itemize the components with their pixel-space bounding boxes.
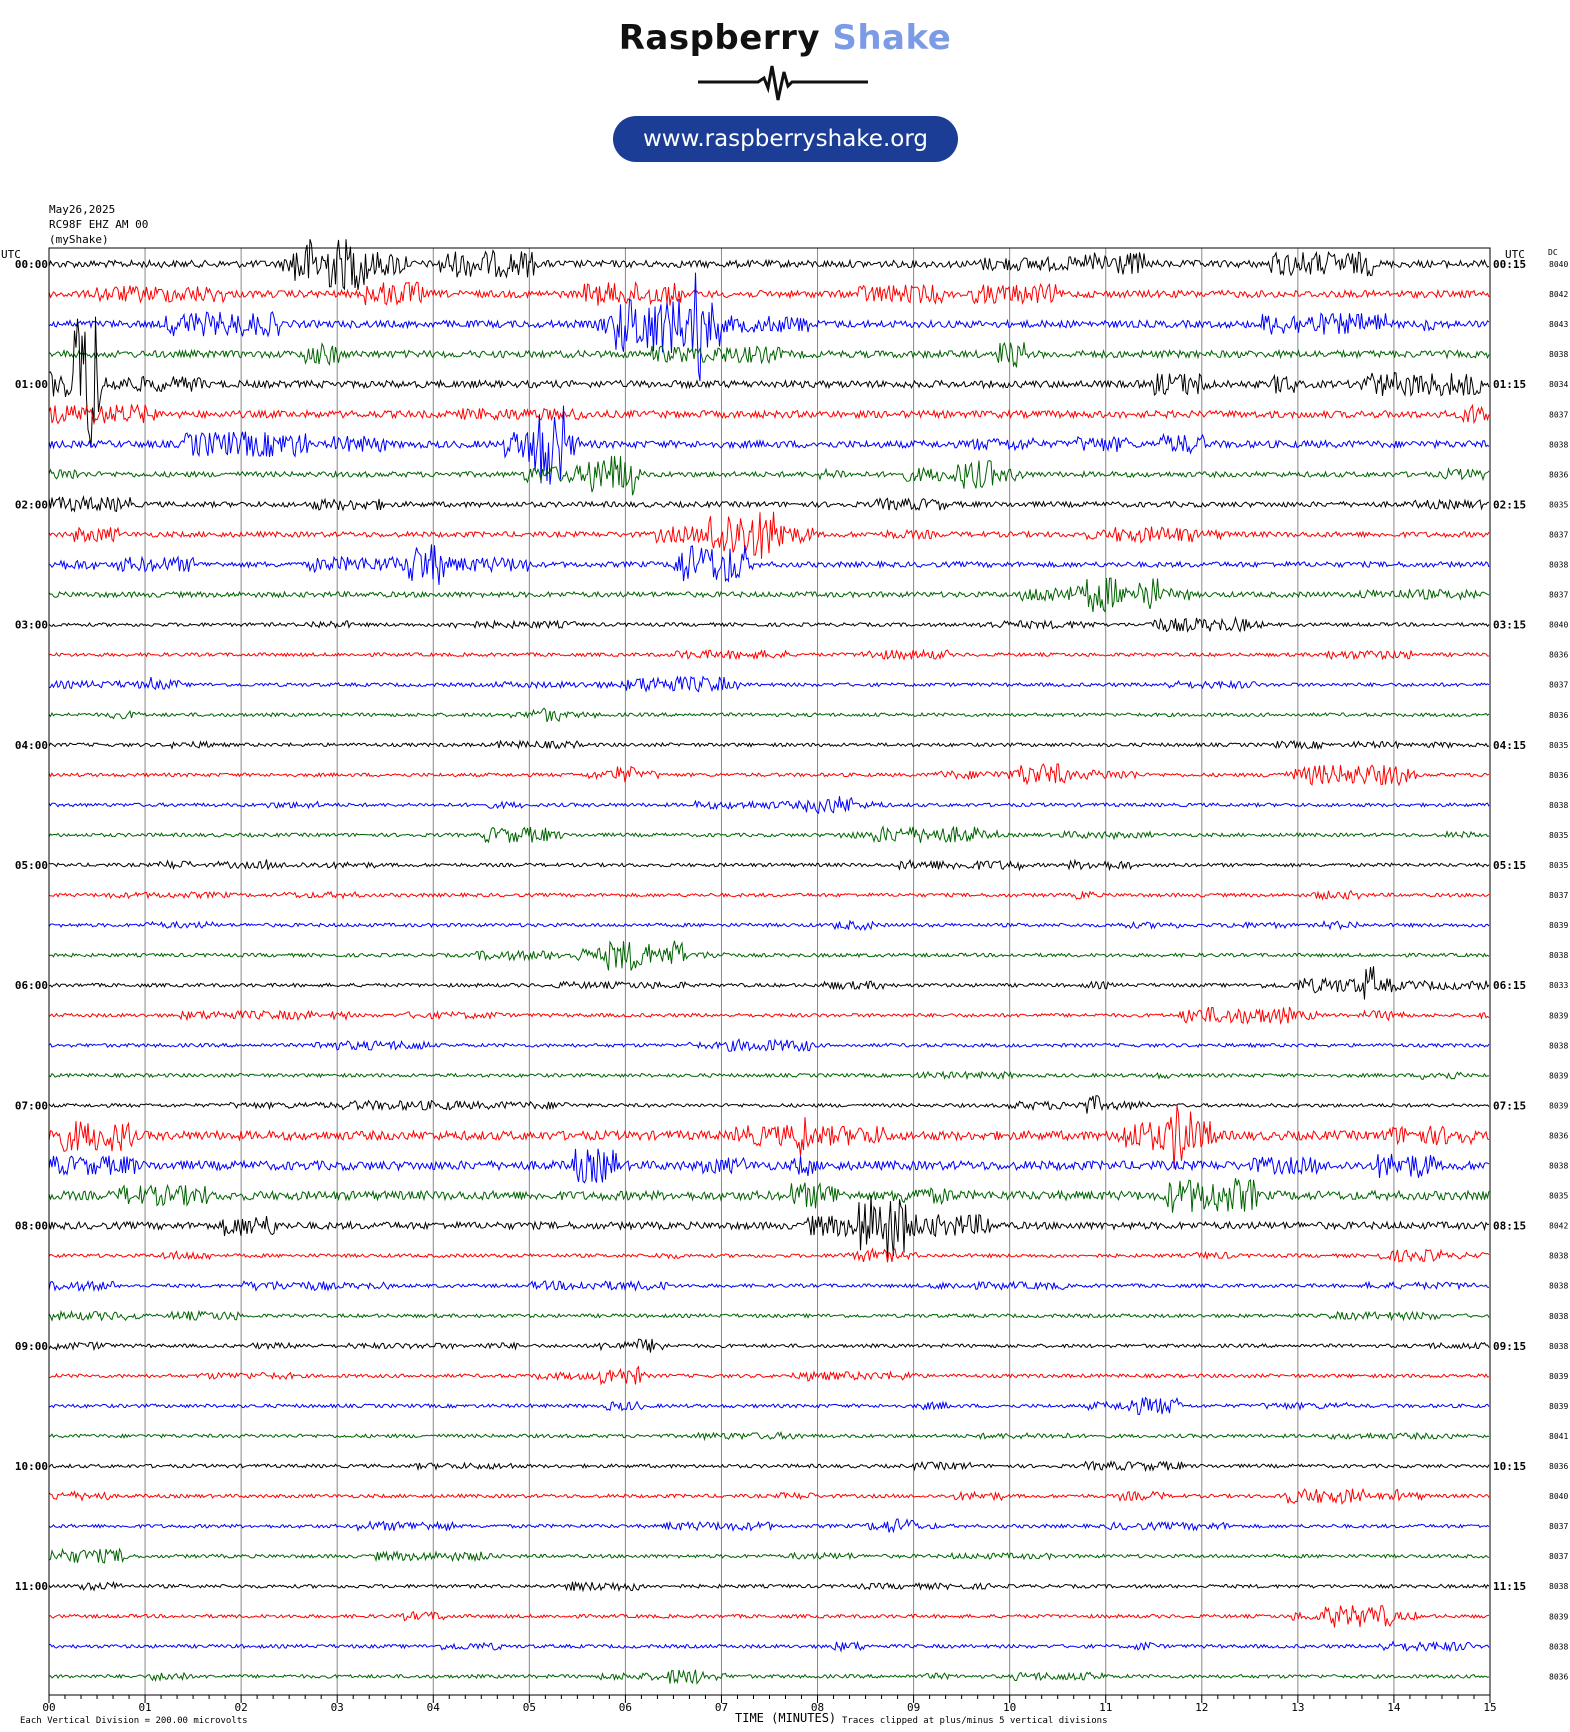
- x-tick-label: 02: [234, 1701, 248, 1714]
- seismic-trace: [49, 1311, 1489, 1320]
- seismic-trace: [49, 1096, 1489, 1114]
- x-tick-label: 00: [42, 1701, 56, 1714]
- dc-value: 8037: [1549, 530, 1569, 540]
- brand-name: Raspberry: [618, 18, 821, 58]
- seismic-trace: [49, 1519, 1489, 1532]
- dc-value: 8036: [1549, 1462, 1569, 1471]
- x-tick-label: 03: [330, 1701, 344, 1714]
- seismic-trace: [49, 966, 1489, 999]
- seismic-trace: [49, 1149, 1489, 1183]
- right-time-label: 05:15: [1493, 859, 1527, 872]
- dc-value: 8038: [1549, 1311, 1569, 1321]
- x-tick-label: 12: [1195, 1701, 1209, 1714]
- left-time-label: 02:00: [14, 498, 48, 512]
- dc-value: 8038: [1549, 1251, 1569, 1261]
- dc-value: 8037: [1549, 590, 1569, 600]
- x-tick-label: 09: [906, 1701, 921, 1714]
- left-time-label: 11:00: [14, 1580, 48, 1594]
- dc-value: 8041: [1549, 1431, 1569, 1441]
- seismic-trace: [49, 741, 1489, 749]
- x-tick-label: 04: [426, 1701, 440, 1714]
- left-time-label: 08:00: [14, 1219, 48, 1233]
- seismic-trace: [49, 796, 1489, 813]
- seismic-trace: [49, 1195, 1489, 1258]
- x-tick-label: 01: [138, 1701, 152, 1714]
- seismic-trace: [49, 764, 1489, 785]
- right-time-label: 11:15: [1493, 1580, 1527, 1594]
- dc-value: 8038: [1549, 350, 1569, 360]
- seismic-trace: [49, 827, 1489, 843]
- dc-value: 8037: [1549, 1552, 1569, 1562]
- dc-value: 8038: [1549, 1161, 1569, 1171]
- seismic-trace: [49, 1281, 1489, 1290]
- dc-value: 8039: [1549, 1071, 1569, 1081]
- right-time-label: 06:15: [1493, 979, 1527, 993]
- clip-note: Traces clipped at plus/minus 5 vertical divisions: [842, 1716, 1108, 1726]
- dc-value: 8035: [1549, 500, 1569, 510]
- seismic-trace: [49, 1670, 1489, 1684]
- dc-value: 8038: [1549, 1582, 1569, 1592]
- dc-value: 8039: [1549, 1612, 1569, 1622]
- dc-value: 8036: [1549, 1672, 1569, 1682]
- dc-value: 8042: [1549, 1221, 1569, 1231]
- dc-value: 8038: [1549, 1041, 1569, 1051]
- seismic-trace: [49, 1398, 1489, 1415]
- x-tick-label: 05: [522, 1701, 536, 1714]
- seismic-trace: [49, 317, 1489, 448]
- dc-value: 8035: [1549, 830, 1569, 840]
- seismic-trace: [49, 1339, 1489, 1353]
- seismic-trace: [49, 1039, 1489, 1051]
- seismic-trace: [49, 677, 1489, 692]
- seismic-trace: [49, 891, 1489, 899]
- dc-value: 8036: [1549, 470, 1569, 480]
- seismic-trace: [49, 708, 1489, 722]
- right-time-label: 03:15: [1493, 618, 1527, 632]
- x-tick-label: 14: [1387, 1701, 1401, 1714]
- dc-value: 8038: [1549, 1341, 1569, 1351]
- seismic-trace: [49, 650, 1489, 659]
- seismic-trace: [49, 1582, 1489, 1591]
- dc-value: 8037: [1549, 1522, 1569, 1532]
- seismic-trace: [49, 239, 1489, 290]
- website-link[interactable]: www.raspberryshake.org: [613, 116, 958, 162]
- right-time-label: 08:15: [1493, 1219, 1527, 1233]
- seismic-trace: [49, 456, 1489, 495]
- dc-value: 8042: [1549, 290, 1569, 300]
- x-tick-label: 13: [1291, 1701, 1305, 1714]
- right-time-label: 04:15: [1493, 738, 1527, 752]
- seismic-trace: [49, 1105, 1489, 1168]
- dc-value: 8036: [1549, 1131, 1569, 1141]
- dc-value: 8038: [1549, 1281, 1569, 1291]
- seismic-trace: [49, 1642, 1489, 1651]
- right-time-label: 01:15: [1493, 378, 1527, 392]
- dc-header: DC: [1548, 248, 1558, 257]
- seismic-trace: [49, 1462, 1489, 1471]
- plot-frame: [49, 248, 1490, 1695]
- seismic-trace: [49, 512, 1489, 559]
- dc-value: 8035: [1549, 740, 1569, 750]
- dc-value: 8036: [1549, 650, 1569, 660]
- x-tick-label: 08: [810, 1701, 825, 1714]
- left-time-label: 01:00: [14, 378, 48, 392]
- left-time-label: 06:00: [14, 979, 48, 993]
- seismic-trace: [49, 1367, 1489, 1385]
- right-time-label: 10:15: [1493, 1460, 1527, 1473]
- x-tick-label: 07: [714, 1701, 729, 1714]
- dc-value: 8038: [1549, 560, 1569, 570]
- dc-value: 8040: [1549, 1492, 1569, 1502]
- seismic-trace: [49, 1549, 1489, 1563]
- right-time-label: 07:15: [1493, 1099, 1527, 1113]
- dc-value: 8038: [1549, 1642, 1569, 1652]
- date-label: May26,2025: [49, 203, 116, 216]
- seismic-trace: [49, 1249, 1489, 1262]
- left-time-label: 05:00: [14, 859, 48, 872]
- left-time-label: 10:00: [14, 1460, 48, 1473]
- network-label: (myShake): [49, 233, 109, 246]
- seismic-trace: [49, 1178, 1489, 1213]
- seismic-trace: [49, 273, 1489, 382]
- seismic-trace: [49, 941, 1489, 971]
- dc-value: 8040: [1549, 620, 1569, 630]
- seismic-trace: [49, 404, 1489, 423]
- dc-value: 8039: [1549, 1371, 1569, 1381]
- dc-value: 8040: [1549, 260, 1569, 269]
- left-time-label: 00:00: [14, 258, 48, 271]
- dc-value: 8039: [1549, 1011, 1569, 1021]
- x-tick-label: 15: [1483, 1701, 1497, 1714]
- x-axis-title: TIME (MINUTES): [735, 1711, 837, 1725]
- dc-value: 8038: [1549, 440, 1569, 450]
- seismic-trace: [49, 578, 1489, 612]
- seismic-trace: [49, 1489, 1489, 1504]
- right-axis-label: UTC: [1505, 248, 1525, 261]
- brand-accent: Shake: [832, 18, 952, 58]
- station-label: RC98F EHZ AM 00: [49, 218, 149, 231]
- dc-value: 8036: [1549, 770, 1569, 780]
- left-time-label: 04:00: [14, 738, 48, 752]
- dc-value: 8035: [1549, 861, 1569, 870]
- dc-value: 8043: [1549, 320, 1569, 330]
- dc-value: 8039: [1549, 921, 1569, 931]
- seismic-trace: [49, 860, 1489, 870]
- seismic-trace: [49, 1432, 1489, 1439]
- left-time-label: 07:00: [14, 1099, 48, 1113]
- seismic-trace: [49, 1605, 1489, 1627]
- x-tick-label: 11: [1099, 1701, 1113, 1714]
- right-time-label: 09:15: [1493, 1339, 1527, 1353]
- dc-value: 8035: [1549, 1191, 1569, 1201]
- dc-value: 8033: [1549, 981, 1569, 991]
- left-axis-label: UTC: [1, 248, 21, 261]
- dc-value: 8038: [1549, 951, 1569, 961]
- dc-value: 8037: [1549, 410, 1569, 420]
- dc-value: 8039: [1549, 1401, 1569, 1411]
- dc-value: 8039: [1549, 1101, 1569, 1111]
- seismic-trace: [49, 921, 1489, 930]
- seismic-trace: [49, 1072, 1489, 1080]
- right-time-label: 02:15: [1493, 498, 1527, 512]
- seismic-trace: [49, 1007, 1489, 1023]
- left-time-label: 09:00: [14, 1339, 48, 1353]
- seismic-trace: [49, 497, 1489, 511]
- seismic-trace: [49, 342, 1489, 367]
- seismic-trace: [49, 282, 1489, 306]
- x-tick-label: 10: [1003, 1701, 1017, 1714]
- dc-value: 8038: [1549, 800, 1569, 810]
- dc-value: 8037: [1549, 891, 1569, 901]
- dc-value: 8037: [1549, 680, 1569, 690]
- dc-value: 8036: [1549, 710, 1569, 720]
- dc-value: 8034: [1549, 380, 1569, 390]
- scale-note: Each Vertical Division = 200.00 microvolts: [20, 1716, 248, 1726]
- seismic-trace: [49, 618, 1489, 632]
- left-time-label: 03:00: [14, 618, 48, 632]
- right-time-label: 00:15: [1493, 258, 1527, 271]
- x-tick-label: 06: [618, 1701, 633, 1714]
